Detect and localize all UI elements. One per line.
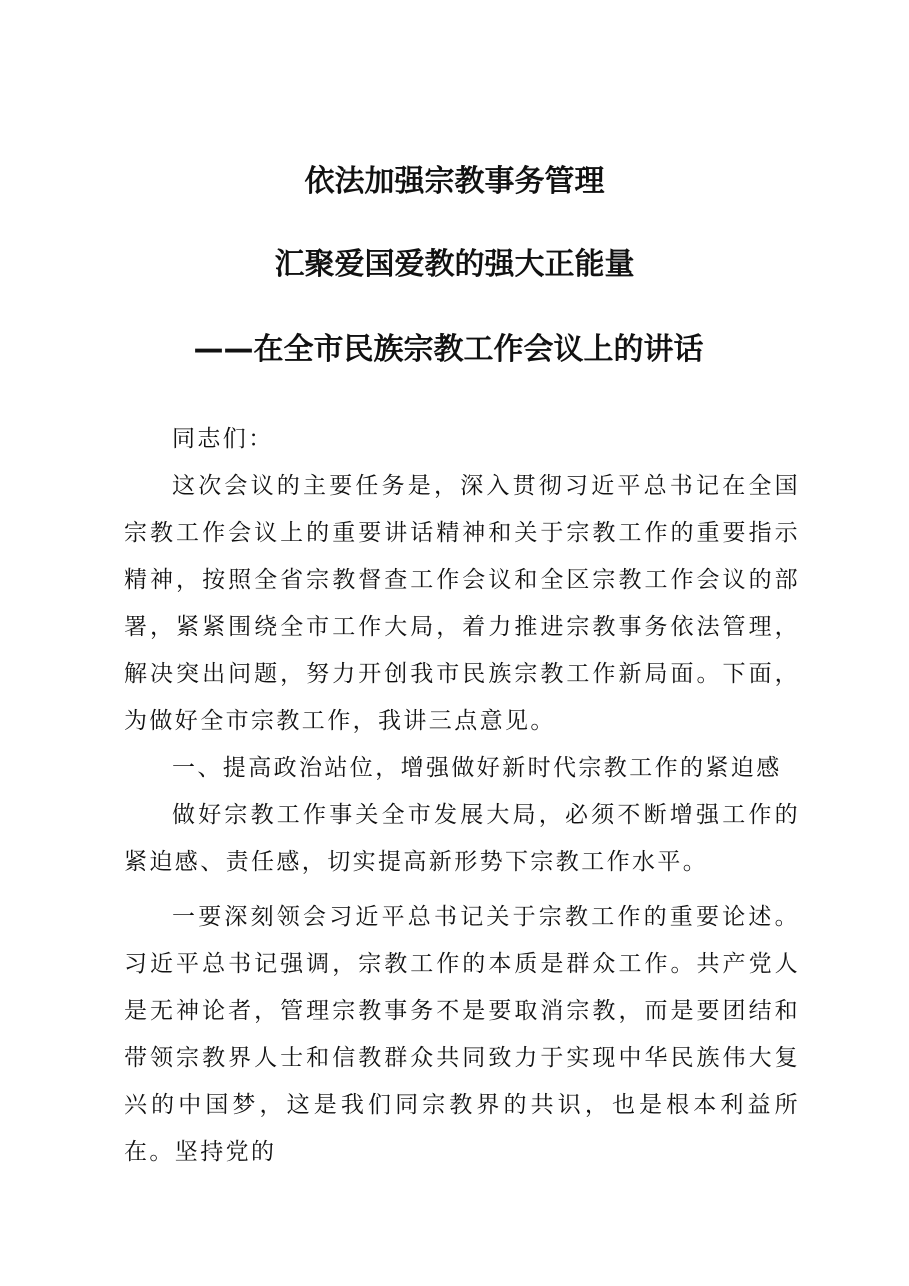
paragraph-intro: 这次会议的主要任务是，深入贯彻习近平总书记在全国宗教工作会议上的重要讲话精神和关于宗教工作的重要指示精神，按照全省宗教督查工作会议和全区宗教工作会议的部署，紧紧围绕全市工作大局，着力推进宗教事务依法管理，解决突出问题，努力开创我市民族宗教工作新局面。下面，为做好全市宗教工作，我讲三点意见。 [124, 473, 800, 734]
title-line-2: 汇聚爱国爱教的强大正能量 [274, 247, 635, 282]
salutation: 同志们： [172, 426, 274, 452]
paragraph-point-1: 一要深刻领会习近平总书记关于宗教工作的重要论述。习近平总书记强调，宗教工作的本质是群众工作。共产党人是无神论者，管理宗教事务不是要取消宗教，而是要团结和带领宗教界人士和信教群众共同致力于实现中华民族伟大复兴的中国梦，这是我们同宗教界的共识，也是根本利益所在。坚持党的 [124, 904, 800, 1165]
title-line-3-subtitle: ——在全市民族宗教工作会议上的讲话 [193, 332, 704, 367]
section-heading-1: 一、提高政治站位，增强做好新时代宗教工作的紧迫感 [172, 755, 782, 781]
document-body [124, 416, 800, 1176]
title-line-1: 依法加强宗教事务管理 [304, 164, 605, 199]
paragraph-section-1-intro: 做好宗教工作事关全市发展大局，必须不断增强工作的紧迫感、责任感，切实提高新形势下宗教工作水平。 [124, 802, 800, 875]
